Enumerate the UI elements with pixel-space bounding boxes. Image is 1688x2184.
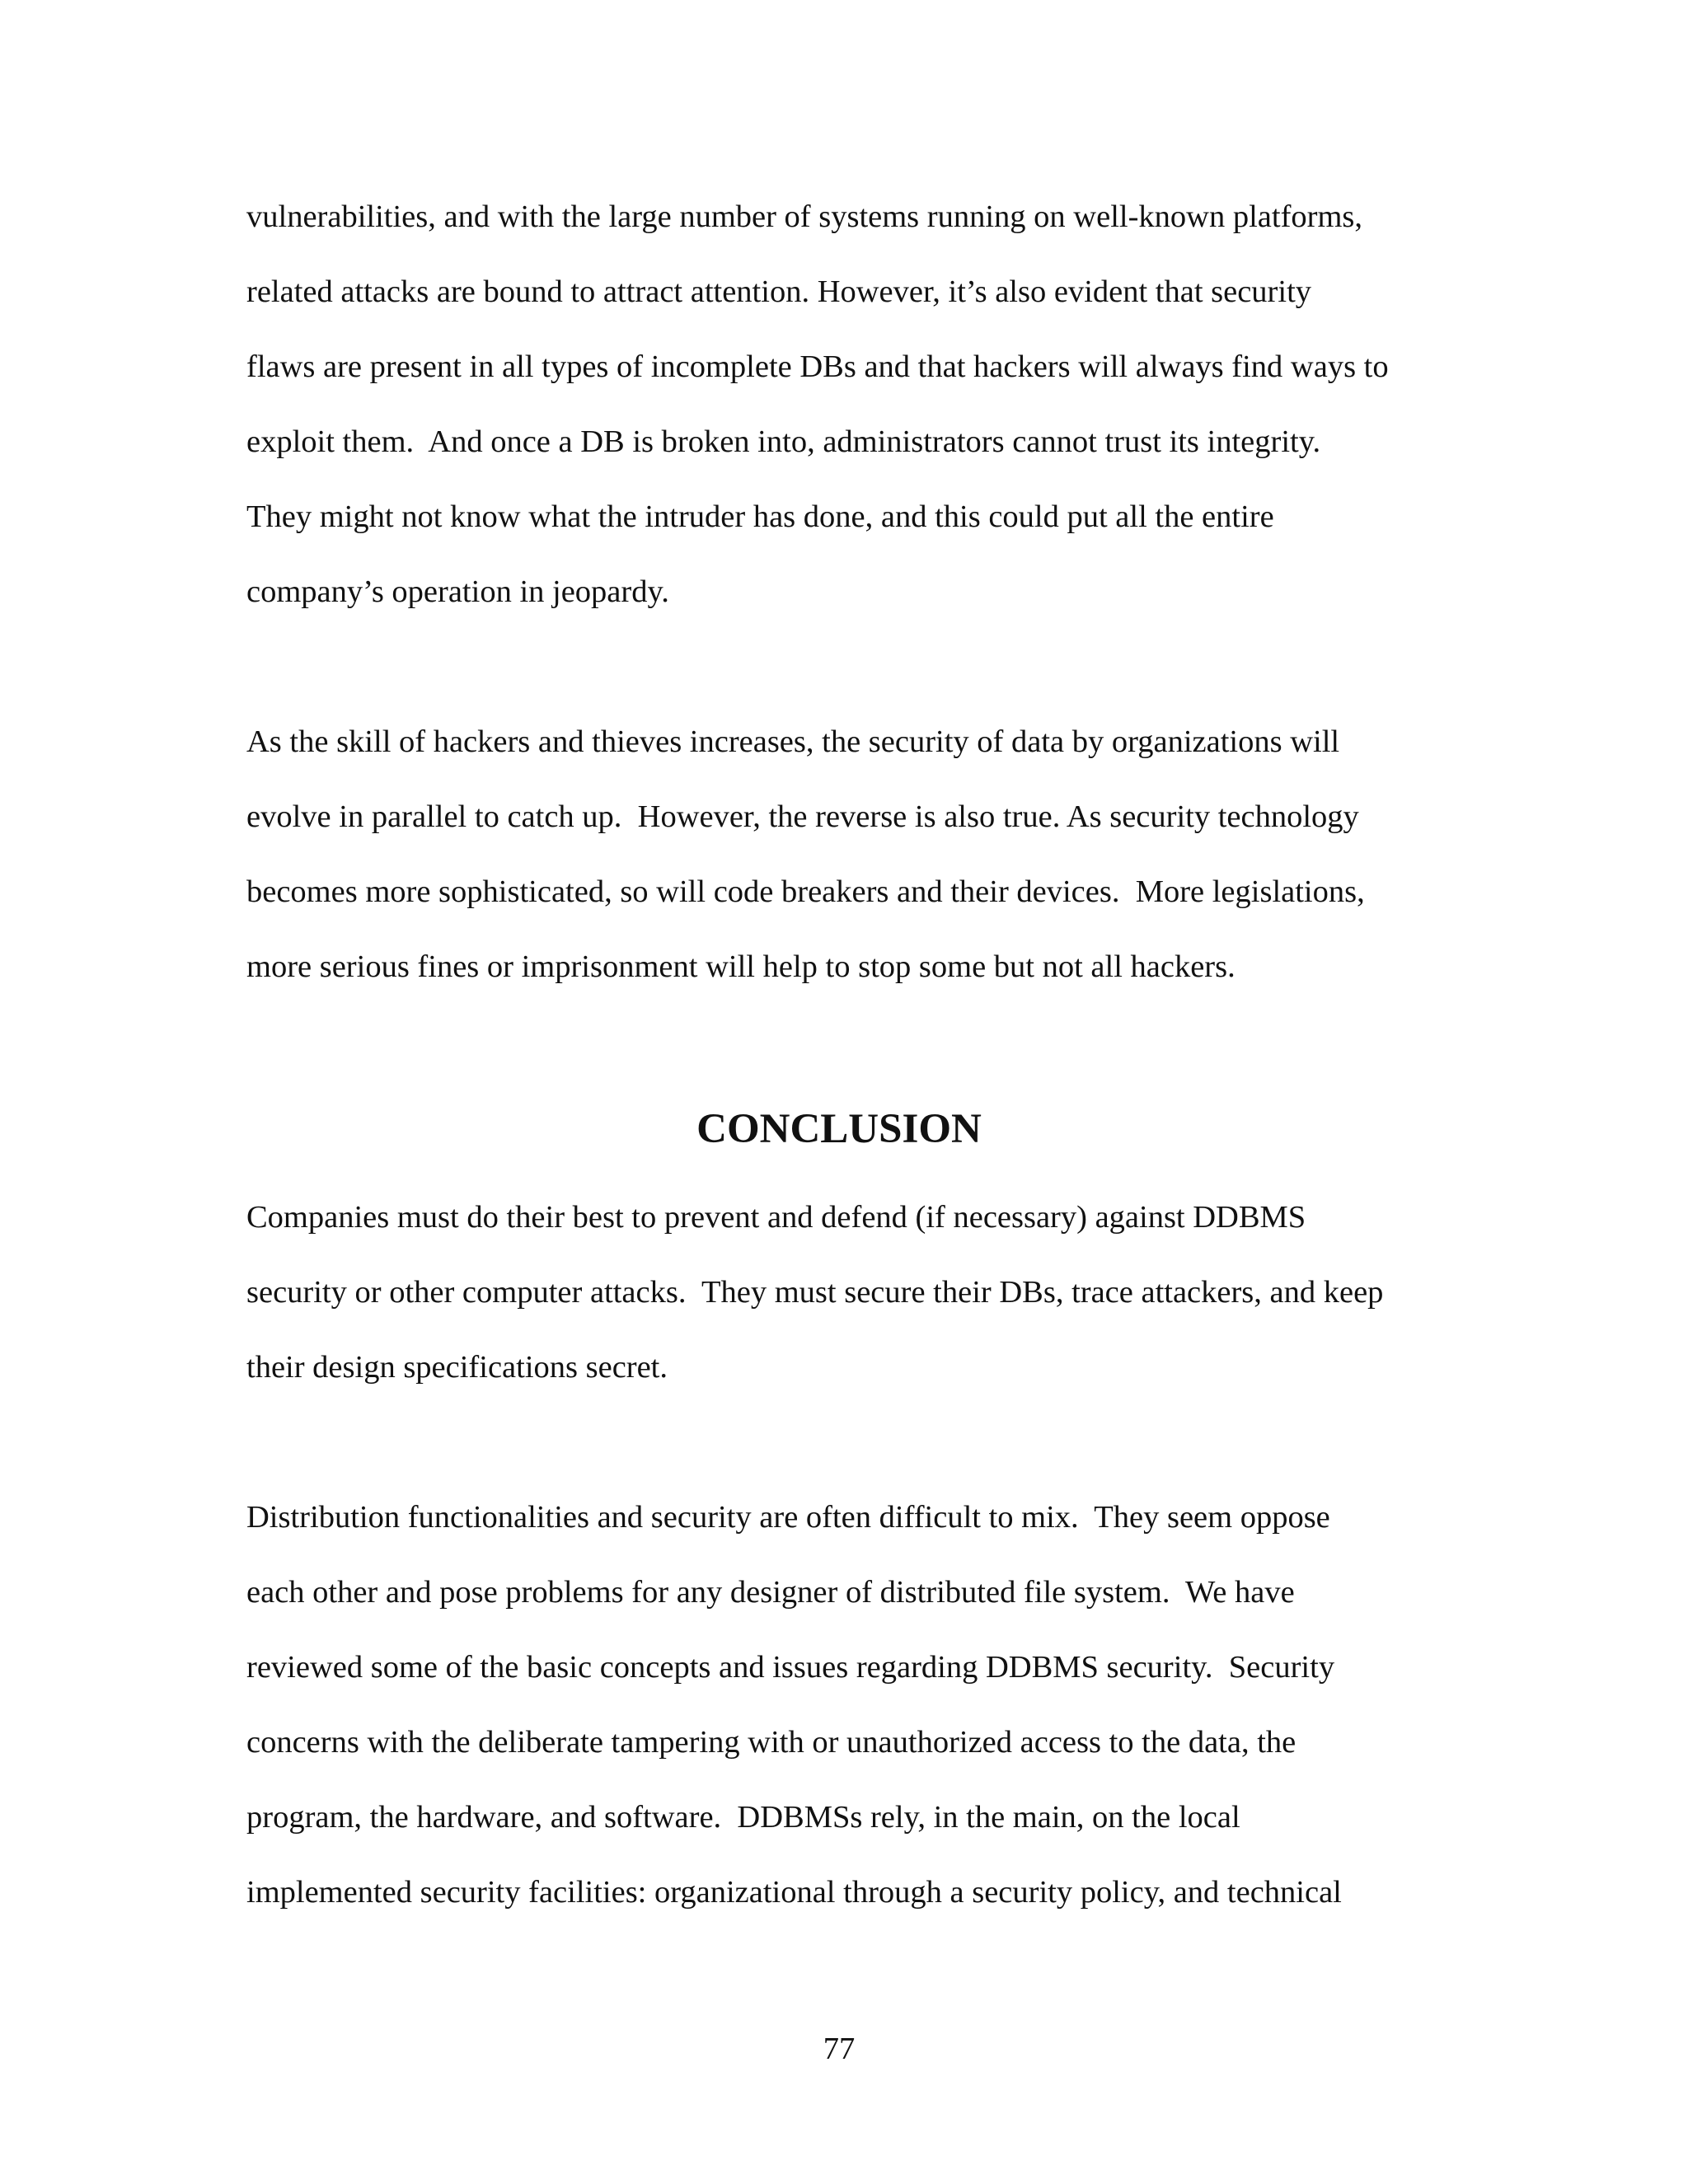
text-line: implemented security facilities: organizational through a security policy, and technical [246, 1875, 1342, 1910]
text-line: becomes more sophisticated, so will code breakers and their devices. More legislations, [246, 874, 1365, 909]
text-line: flaws are present in all types of incomplete DBs and that hackers will always find ways to [246, 349, 1389, 384]
text-line: They might not know what the intruder has done, and this could put all the entire [246, 499, 1274, 534]
text-line: related attacks are bound to attract attention. However, it’s also evident that security [246, 274, 1312, 309]
text-line: As the skill of hackers and thieves increases, the security of data by organizations will [246, 724, 1340, 759]
text-line: vulnerabilities, and with the large number of systems running on well-known platforms, [246, 199, 1363, 234]
text-line: company’s operation in jeopardy. [246, 574, 669, 609]
page-number: 77 [823, 2032, 856, 2066]
text-line: each other and pose problems for any designer of distributed file system. We have [246, 1575, 1295, 1610]
text-line: Distribution functionalities and security are often difficult to mix. They seem oppose [246, 1500, 1330, 1535]
text-line: exploit them. And once a DB is broken into, administrators cannot trust its integrity. [246, 424, 1321, 459]
text-line: reviewed some of the basic concepts and issues regarding DDBMS security. Security [246, 1650, 1335, 1685]
text-line: their design specifications secret. [246, 1350, 668, 1385]
section-heading: CONCLUSION [696, 1106, 982, 1152]
text-line: Companies must do their best to prevent and defend (if necessary) against DDBMS [246, 1200, 1306, 1235]
text-line: evolve in parallel to catch up. However, the reverse is also true. As security technology [246, 799, 1359, 834]
text-line: security or other computer attacks. They must secure their DBs, trace attackers, and keep [246, 1275, 1384, 1310]
text-line: concerns with the deliberate tampering with or unauthorized access to the data, the [246, 1725, 1296, 1760]
text-line: more serious fines or imprisonment will help to stop some but not all hackers. [246, 949, 1236, 984]
text-line: program, the hardware, and software. DDBMSs rely, in the main, on the local [246, 1800, 1240, 1835]
